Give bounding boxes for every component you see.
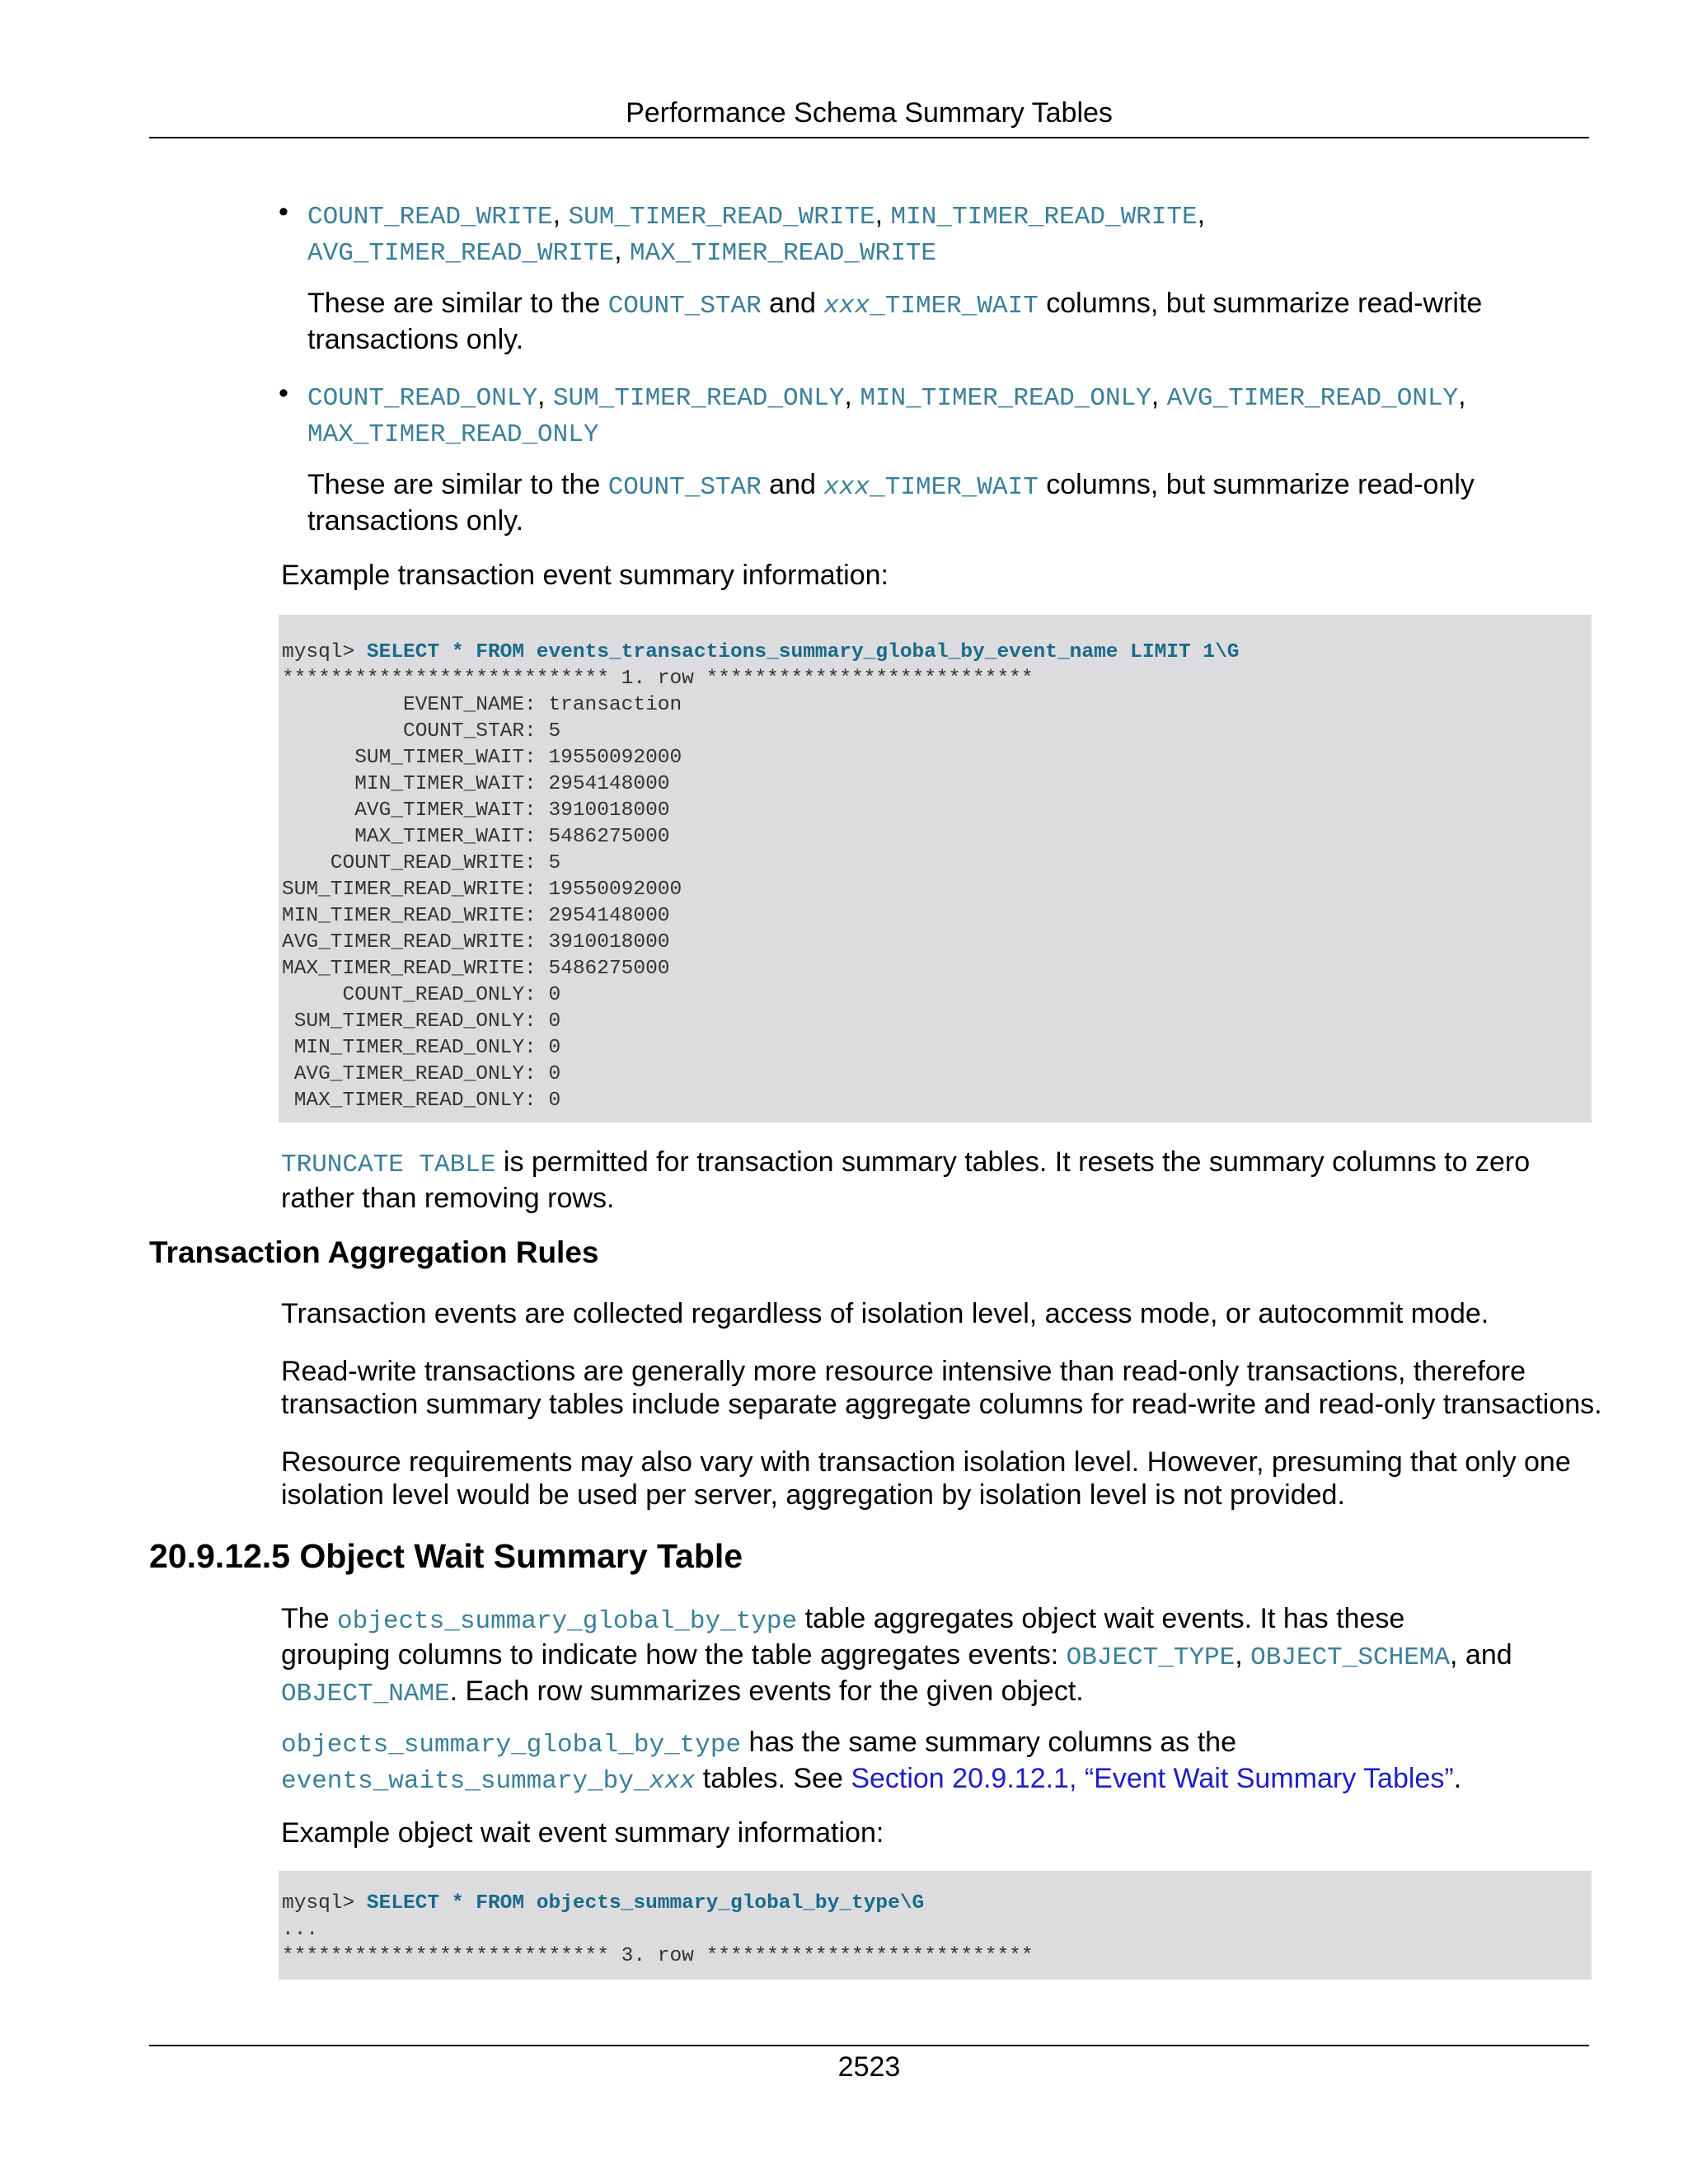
paragraph: Transaction events are collected regardless of isolation level, access mode, or autocommit mode.	[281, 1298, 1489, 1329]
truncate-note: TRUNCATE TABLE is permitted for transaction summary tables. It resets the summary columns to zero rather than removing rows.	[281, 1146, 1531, 1214]
bullet-1-description: These are similar to the COUNT_STAR and xxx_TIMER_WAIT columns, but summarize read-write transactions only.	[307, 288, 1483, 355]
header-rule	[149, 137, 1589, 138]
section-link-event-wait-summary[interactable]: Section 20.9.12.1, “Event Wait Summary Tables”	[851, 1763, 1454, 1794]
bullet-1-columns: COUNT_READ_WRITE, SUM_TIMER_READ_WRITE, MIN_TIMER_READ_WRITE, AVG_TIMER_READ_WRITE, MAX_TIMER_READ_WRITE	[307, 199, 1206, 268]
paragraph: Resource requirements may also vary with transaction isolation level. However, presuming that only one isolation level would be used per server, aggregation by isolation level is not provided.	[281, 1446, 1571, 1511]
code-output: *************************** 1. row *************************** EVENT_NAME: transaction COUNT_STAR: 5 SUM_TIMER_WAIT: 19550092000 MIN_TIMER_WAIT: 2954148000 AVG_TIMER_WAIT: 3910018000 MAX_TIMER_WAIT: 5486275000 COUNT_READ_WRITE: 5 SUM_TIMER_READ_WRITE: 19550092000 MIN_TIMER_READ_WRITE: 2954148000 AVG_TIMER_READ_WRITE: 3910018000 MAX_TIMER_READ_WRITE: 5486275000 COUNT_READ_ONLY: 0 SUM_TIMER_READ_ONLY: 0 MIN_TIMER_READ_ONLY: 0 AVG_TIMER_READ_ONLY: 0 MAX_TIMER_READ_ONLY: 0	[282, 668, 1034, 1112]
col-name: COUNT_READ_WRITE	[307, 203, 553, 232]
bullet-2-columns: COUNT_READ_ONLY, SUM_TIMER_READ_ONLY, MIN_TIMER_READ_ONLY, AVG_TIMER_READ_ONLY, MAX_TIMER_READ_ONLY	[307, 380, 1466, 449]
code-block: mysql> SELECT * FROM objects_summary_global_by_type\G ... *************************** 3. row ***************************	[279, 1871, 1592, 1980]
bullet-2-description: These are similar to the COUNT_STAR and xxx_TIMER_WAIT columns, but summarize read-only transactions only.	[307, 469, 1475, 537]
example-intro: Example object wait event summary information:	[281, 1817, 884, 1849]
bullet-marker: •	[279, 196, 288, 227]
paragraph: Read-write transactions are generally more resource intensive than read-only transactions, therefore transaction summary tables include separate aggregate columns for read-write and read-only transactions.	[281, 1356, 1602, 1420]
paragraph: The objects_summary_global_by_type table aggregates object wait events. It has these grouping columns to indicate how the table aggregates events: OBJECT_TYPE, OBJECT_SCHEMA, and OBJECT_NAME. Each row summarizes events for the given object.	[281, 1603, 1512, 1708]
page-header: Performance Schema Summary Tables	[626, 97, 1113, 129]
example-intro: Example transaction event summary information:	[281, 560, 889, 591]
page-number: 2523	[837, 2051, 901, 2083]
footer-rule	[149, 2045, 1589, 2046]
bullet-marker: •	[279, 377, 288, 409]
code-block: mysql> SELECT * FROM events_transactions_summary_global_by_event_name LIMIT 1\G *************************** 1. row *************************** EVENT_NAME: transaction COUNT_STAR: 5 SUM_TIMER_WAIT: 19550092000 MIN_TIMER_WAIT: 2954148000 AVG_TIMER_WAIT: 3910018000 MAX_TIMER_WAIT: 5486275000 COUNT_READ_WRITE: 5 SUM_TIMER_READ_WRITE: 19550092000 MIN_TIMER_READ_WRITE: 2954148000 AVG_TIMER_READ_WRITE: 3910018000 MAX_TIMER_READ_WRITE: 5486275000 COUNT_READ_ONLY: 0 SUM_TIMER_READ_ONLY: 0 MIN_TIMER_READ_ONLY: 0 AVG_TIMER_READ_ONLY: 0 MAX_TIMER_READ_ONLY: 0	[279, 615, 1592, 1122]
code-output: ... *************************** 3. row ***************************	[282, 1919, 1034, 1967]
section-heading-object-wait: 20.9.12.5 Object Wait Summary Table	[149, 1537, 743, 1575]
paragraph: objects_summary_global_by_type has the same summary columns as the events_waits_summary_by_xxx tables. See Section 20.9.12.1, “Event Wait Summary Tables”.	[281, 1727, 1462, 1796]
section-heading-aggregation-rules: Transaction Aggregation Rules	[149, 1235, 599, 1269]
